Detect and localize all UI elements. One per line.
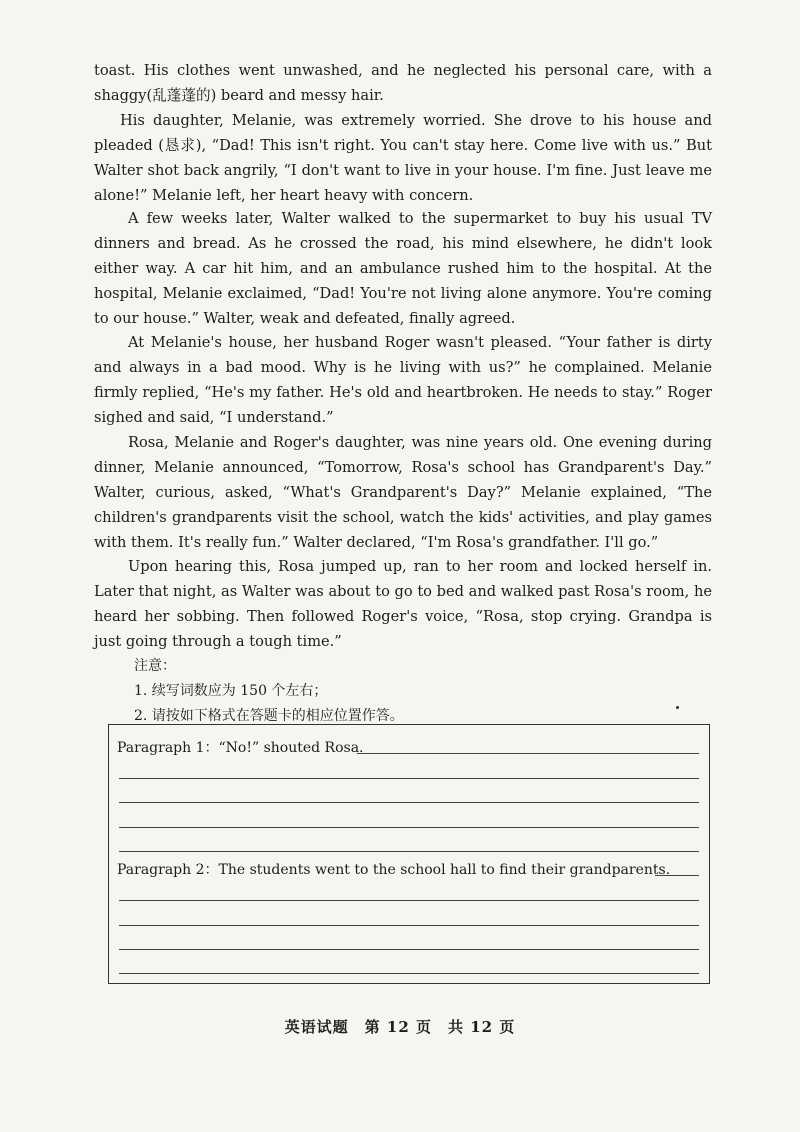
story-paragraph-6: Upon hearing this, Rosa jumped up, ran to her room and locked herself in. Later that night, as Walter was about to go to bed and walked past Rosa's room, he heard her sobbing. Then followed Roger's voice, “Rosa, stop crying. Grandpa is just going through a tough time.” — [94, 558, 712, 650]
answer-line[interactable] — [655, 875, 699, 876]
paragraph-1-prompt: Paragraph 1：“No!” shouted Rosa. — [117, 740, 364, 756]
answer-box — [108, 724, 710, 984]
answer-line[interactable] — [119, 949, 699, 950]
answer-line[interactable] — [357, 753, 699, 754]
notes-title: 注意： — [134, 658, 176, 674]
answer-line[interactable] — [119, 973, 699, 974]
note-item-2: 2. 请按如下格式在答题卡的相应位置作答。 — [134, 708, 404, 724]
paragraph-2-prompt: Paragraph 2：The students went to the school hall to find their grandparents. — [117, 862, 671, 878]
story-paragraph-3: A few weeks later, Walter walked to the supermarket to buy his usual TV dinners and bread. As he crossed the road, his mind elsewhere, he didn't look either way. A car hit him, and an ambulance rushed him to the hospital. At the hospital, Melanie exclaimed, “Dad! You're not living alone anymore. You're coming to our house.” Walter, weak and defeated, finally agreed. — [94, 210, 712, 327]
story-paragraph-1: toast. His clothes went unwashed, and he neglected his personal care, with a shaggy(乱蓬蓬的) beard and messy hair. — [94, 62, 712, 104]
answer-line[interactable] — [119, 802, 699, 803]
answer-line[interactable] — [119, 900, 699, 901]
story-paragraph-4: At Melanie's house, her husband Roger wasn't pleased. “Your father is dirty and always in a bad mood. Why is he living with us?” he complained. Melanie firmly replied, “He's my father. He's old and heartbroken. He needs to stay.” Roger sighed and said, “I understand.” — [94, 334, 712, 426]
story-paragraph-2: His daughter, Melanie, was extremely worried. She drove to his house and pleaded (恳求), “Dad! This isn't right. You can't stay here. Come live with us.” But Walter shot back angrily, “I don't want to live in your house. I'm fine. Just leave me alone!” Melanie left, her heart heavy with concern. — [94, 112, 712, 204]
story-paragraph-5: Rosa, Melanie and Roger's daughter, was nine years old. One evening during dinner, Melanie announced, “Tomorrow, Rosa's school has Grandparent's Day.” Walter, curious, asked, “What's Grandparent's Day?” Melanie explained, “The children's grandparents visit the school, watch the kids' activities, and play games with them. It's really fun.” Walter declared, “I'm Rosa's grandfather. I'll go.” — [94, 434, 712, 551]
answer-line[interactable] — [119, 851, 699, 852]
answer-line[interactable] — [119, 827, 699, 828]
answer-line[interactable] — [119, 778, 699, 779]
page-footer: 英语试题 第 12 页 共 12 页 — [284, 1018, 516, 1036]
note-item-1: 1. 续写词数应为 150 个左右； — [134, 683, 328, 699]
speck — [676, 706, 679, 709]
answer-line[interactable] — [119, 925, 699, 926]
